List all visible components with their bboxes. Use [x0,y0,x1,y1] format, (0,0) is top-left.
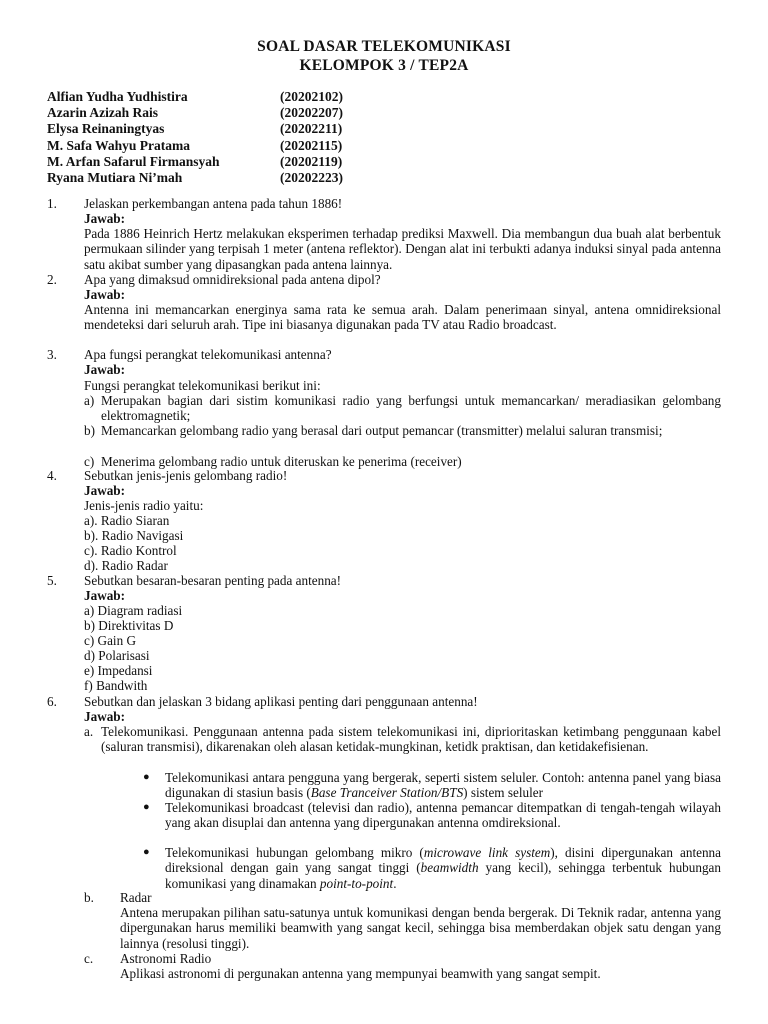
bullet-text-part: Telekomunikasi antara pengguna yang bergerak, seperti sistem seluler. Contoh: antenna panel yang biasa digunakan di stasiun basis ( [165,770,721,801]
list-marker: a) [84,393,95,408]
list-item: a). Radio Siaran [84,513,170,528]
member-name: Elysa Reinaningtyas [47,121,165,137]
question-number: 6. [47,694,57,709]
member-name: M. Safa Wahyu Pratama [47,137,191,153]
application-title: Astronomi Radio [120,951,212,966]
bullet-text-part: . [393,875,397,891]
answer-text [101,724,721,755]
member-row [47,121,377,137]
answer-text: Antenna ini memancarkan energinya sama rata ke semua arah. Dalam penerimaan sinyal, antena omnidireksional mendeteksi dari seluruh arah. Tipe ini biasanya digunakan pada TV atau Radio broadcast. [84,302,721,333]
bullet-icon: ● [143,801,150,813]
question-number: 4. [47,468,57,483]
member-name: Ryana Mutiara Ni’mah [47,169,183,185]
list-text: Memancarkan gelombang radio yang berasal dari output pemancar (transmitter) melalui saluran transmisi; [101,423,663,438]
application-text: Antena merupakan pilihan satu-satunya untuk komunikasi dengan benda bergerak. Di Teknik radar, antenna yang dipergunakan harus memiliki beamwith yang sangat kecil, sehingga bisa memberdakan objek satu dengan yang lainnya (resolusi tinggi). [120,905,721,951]
member-id: (20202207) [280,105,343,121]
member-name: Azarin Azizah Rais [47,105,158,121]
question-text: Apa fungsi perangkat telekomunikasi antenna? [84,347,332,362]
question-number: 3. [47,347,57,362]
bullet-text-part: ) sistem seluler [463,785,544,801]
bullet-icon: ● [143,771,150,783]
list-marker: c. [84,951,94,966]
list-item: b). Radio Navigasi [84,528,184,543]
question-text: Sebutkan besaran-besaran penting pada antenna! [84,573,342,588]
answer-label: Jawab: [84,588,126,603]
list-item: d). Radio Radar [84,558,168,573]
list-marker: b. [84,890,94,905]
question-number: 1. [47,196,57,211]
bullet-text: Telekomunikasi broadcast (televisi dan radio), antenna pemancar ditempatkan di tengah-tengah wilayah yang akan disuplai dan antenna yang dipergunakan antenna omdireksional. [165,800,721,831]
question-text: Jelaskan perkembangan antena pada tahun 1886! [84,196,343,211]
bullet-text-italic: Base Tranceiver Station/BTS [310,785,464,801]
list-marker: b) [84,423,95,438]
question-text: Sebutkan jenis-jenis gelombang radio! [84,468,288,483]
list-text: Menerima gelombang radio untuk diteruskan ke penerima (receiver) [101,454,462,469]
list-item: a) Diagram radiasi [84,603,183,618]
member-id: (20202223) [280,169,343,185]
application-text: Aplikasi astronomi di pergunakan antenna yang mempunyai beamwith yang sangat sempit. [120,966,601,981]
answer-label: Jawab: [84,709,126,724]
list-item: d) Polarisasi [84,648,150,663]
document-title: SOAL DASAR TELEKOMUNIKASI [257,38,511,55]
bullet-text-italic: microwave link system [423,845,551,860]
bullet-text-italic: beamwidth [420,860,479,876]
answer-label: Jawab: [84,287,126,302]
bullet-icon: ● [143,846,150,858]
answer-intro: Jenis-jenis radio yaitu: [84,498,204,513]
member-id: (20202102) [280,89,343,104]
member-row [47,89,377,105]
bullet-text-part: Telekomunikasi hubungan gelombang mikro ( [165,845,424,860]
application-telecom-text: Telekomunikasi. Penggunaan antenna pada sistem telekomunikasi ini, diprioritaskan ketimbang penggunaan kabel (saluran transmisi), dikarenakan oleh alasan ketidak-mungkinan, ketidk praktisan, dan ketidakefisienan. [101,724,721,755]
list-item: c). Radio Kontrol [84,543,177,558]
list-item: c) Gain G [84,633,136,648]
answer-text: Pada 1886 Heinrich Hertz melakukan eksperimen terhadap prediksi Maxwell. Dia membangun dua buah alat berbentuk permukaan silinder yang terpisah 1 meter (antena reflektor). Dengan alat ini terbukti adanya induksi sinyal pada antenna satu akibat sumber yang dipasangkan pada antena lainnya. [84,226,721,272]
application-title: Radar [120,890,152,905]
member-row [47,170,377,186]
member-name: Alfian Yudha Yudhistira [47,89,188,104]
member-name: M. Arfan Safarul Firmansyah [47,153,220,169]
bullet-text-italic: point-to-point [319,875,394,891]
member-list [47,89,377,186]
question-number: 5. [47,573,57,588]
list-text: Merupakan bagian dari sistim komunikasi radio yang berfungsi untuk memancarkan/ meradiasikan gelombang elektromagnetik; [101,393,721,424]
list-item: b) Direktivitas D [84,618,174,633]
list-marker: c) [84,454,95,469]
member-row [47,105,377,121]
bullet-text [165,845,721,891]
member-id: (20202211) [280,121,343,137]
list-item: e) Impedansi [84,663,153,678]
question-text: Apa yang dimaksud omnidireksional pada antena dipol? [84,272,381,287]
question-text: Sebutkan dan jelaskan 3 bidang aplikasi penting dari penggunaan antenna! [84,694,478,709]
list-item: f) Bandwith [84,678,148,693]
member-id: (20202119) [280,153,343,169]
member-row [47,154,377,170]
bullet-text-part: ), disini dipergunakan antenna direksional dengan gain yang sangat tinggi ( [165,845,722,876]
list-marker: a. [84,724,94,739]
answer-label: Jawab: [84,483,126,498]
question-number: 2. [47,272,57,287]
answer-label: Jawab: [84,211,126,226]
bullet-text [165,770,721,801]
document-subtitle: KELOMPOK 3 / TEP2A [299,57,469,74]
bullet-text-part: yang kecil), sehingga terbentuk hubungan komunikasi yang dinamakan [165,860,722,891]
member-id: (20202115) [280,137,343,153]
answer-intro: Fungsi perangkat telekomunikasi berikut ini: [84,378,321,393]
answer-label: Jawab: [84,362,126,377]
member-row [47,138,377,154]
